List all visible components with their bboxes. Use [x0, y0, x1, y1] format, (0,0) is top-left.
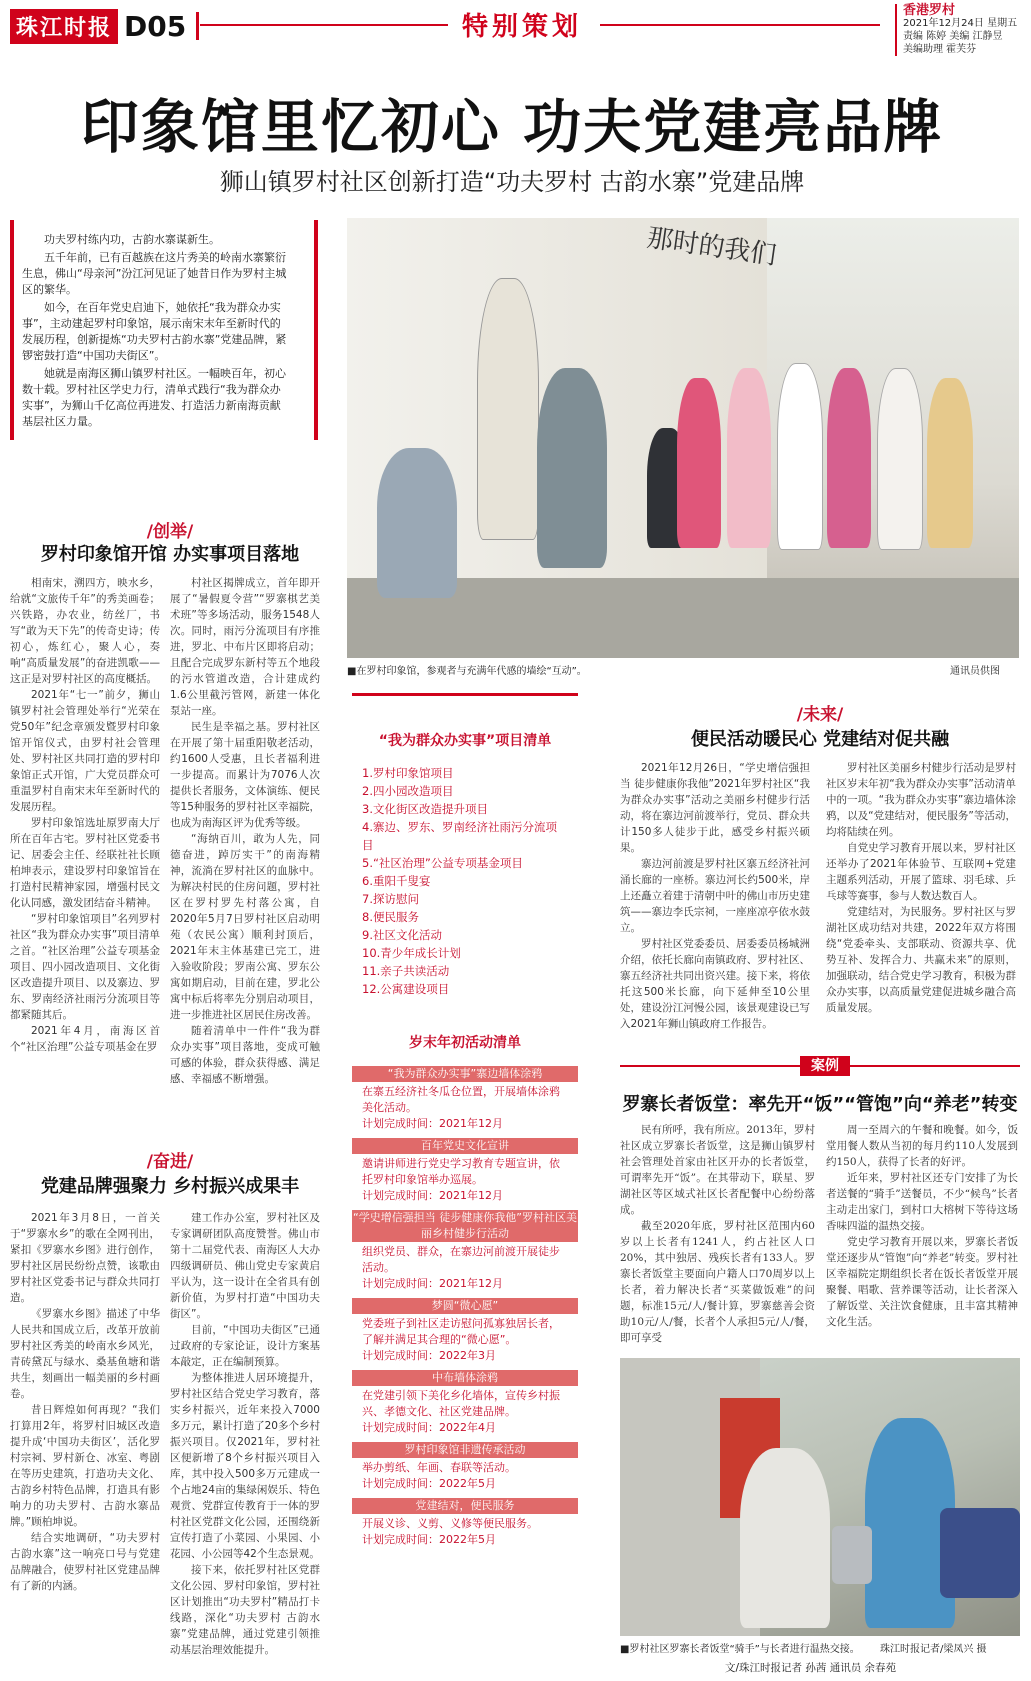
- activity-desc: 邀请讲师进行党史学习教育专题宣讲，依托罗村印象馆举办巡展。: [362, 1157, 560, 1186]
- mural-photo: [347, 218, 1019, 658]
- activity-desc: 在寨五经济社冬瓜仓位置，开展墙体涂鸦美化活动。: [362, 1085, 560, 1114]
- activity-item: [352, 1442, 578, 1498]
- section3-label: /未来/: [796, 705, 844, 725]
- visitor-figure: [727, 368, 771, 548]
- activity-due: 计划完成时间：2022年5月: [362, 1477, 496, 1490]
- activity-item: [352, 1298, 578, 1370]
- paragraph: 罗村社区美丽乡村健步行活动是罗村社区岁末年初“我为群众办实事”活动清单中的一项。“我为群众办实事”寨边墙体涂鸦，以及“党建结对，便民服务”等活动，均将陆续在列。: [826, 762, 1016, 838]
- activity-desc: 开展义诊、义剪、义修等便民服务。: [362, 1517, 538, 1530]
- column-name: 香港罗村: [903, 3, 956, 18]
- paragraph: 民生是幸福之基。罗村社区在开展了第十届重阳敬老活动，约1600人受惠，且长者福利进一步提高。而累计为7076人次提供长者服务，文体演练、便民等15种服务的罗村社区幸福院，也成为南海区评为优秀等级。: [170, 721, 320, 829]
- activity-due: 计划完成时间：2022年3月: [362, 1349, 496, 1362]
- paragraph: 2021年12月26日，“学史增信强担当 徒步健康你我他”2021年罗村社区“我为群众办实事”活动之美丽乡村健步行活动，将在寨边河前渡举行，党员、群众共计150多人徒步于此，感受乡村振兴硕果。: [620, 762, 810, 854]
- paragraph: 周一至周六的午餐和晚餐。如今，饭堂用餐人数从当初的每月约110人发展到约150人，获得了长者的好评。: [826, 1124, 1018, 1168]
- date-line: 2021年12月24日 星期五: [903, 18, 1018, 29]
- activity-due: 计划完成时间：2022年4月: [362, 1421, 496, 1434]
- activity-body: [352, 1458, 578, 1498]
- header-rule-right: [600, 24, 880, 26]
- subheadline: 狮山镇罗村社区创新打造“功夫罗村 古韵水寨”党建品牌: [219, 168, 805, 196]
- list-item: 11.亲子共读活动: [362, 964, 450, 978]
- activity-body: [352, 1514, 578, 1554]
- canteen-photo: [620, 1358, 1020, 1636]
- activity-item: [352, 1370, 578, 1442]
- activity-item: [352, 1210, 578, 1298]
- paper-logo: 珠江时报: [10, 9, 118, 44]
- section1-label: /创举/: [146, 522, 194, 542]
- paragraph: 结合实地调研，“功夫罗村 古韵水寨”这一响亮口号与党建品牌融合，使罗村社区党建品牌有了新的内涵。: [10, 1532, 160, 1592]
- activity-body: [352, 1082, 578, 1138]
- paragraph: 民有所呼，我有所应。2013年，罗村社区成立罗寨长者饭堂，这是狮山镇罗村社会管理处首家由社区开办的长者饭堂，可谓率先开“饭”。在其带动下，联星、罗湖社区等区域式社区长者配餐中心纷纷落成。: [620, 1124, 815, 1216]
- activity-due: 计划完成时间：2021年12月: [362, 1189, 503, 1202]
- activity-head: 罗村印象馆非遗传承活动: [352, 1442, 578, 1458]
- case-title: 罗寨长者饭堂：率先开“饭”“管饱”向“养老”转变: [622, 1094, 1018, 1115]
- activity-item: [352, 1498, 578, 1554]
- mural-figure: [537, 368, 607, 568]
- paragraph: 为整体推进人居环境提升，罗村社区结合党史学习教育，落实乡村振兴，近年来投入7000多万元，累计打造了20多个乡村振兴项目。仅2021年，罗村社区便新增了8个乡村振兴项目入库，其中投入500多万元建成一个占地24亩的集绿闲娱乐、特色观赏、党群宣传教育于一体的罗村社区党群文化公园，还围绕新宣传打造了小菜园、小果园、小花园、小公园等42个生态景观。: [170, 1372, 320, 1560]
- activity-body: [352, 1242, 578, 1298]
- activity-desc: 在党建引领下美化乡化墙体，宣传乡村振兴、孝德文化、社区党建品牌。: [362, 1389, 560, 1418]
- paragraph: 随着清单中一件件“我为群众办实事”项目落地，变成可触可感的体验，群众获得感、满足感、幸福感不断增强。: [170, 1025, 320, 1085]
- activity-due: 计划完成时间：2022年5月: [362, 1533, 496, 1546]
- case-col2: [826, 1122, 1018, 1350]
- list-item: 6.重阳千叟宴: [362, 874, 431, 888]
- project-list-title: “我为群众办实事”项目清单: [378, 733, 552, 749]
- paragraph: 寨边河前渡是罗村社区寨五经济社河涌长廊的一座桥。寨边河长约500米，岸上还矗立着建于清朝中叶的佛山市历史建筑——寨边李氏宗祠，一座座凉亭依水鼓立。: [620, 858, 810, 934]
- case-tag: 案例: [800, 1056, 850, 1076]
- list-item: 1.罗村印象馆项目: [362, 766, 454, 780]
- activity-body: [352, 1314, 578, 1370]
- tricycle: [940, 1508, 1020, 1598]
- activity-item: [352, 1138, 578, 1210]
- list-item: 12.公寓建设项目: [362, 982, 450, 996]
- visitor-figure: [777, 363, 823, 550]
- photo1-credit: 通讯员供图: [950, 666, 1000, 677]
- paragraph: 目前，“中国功夫街区”已通过政府的专家论证，设计方案基本敲定，正在编制预算。: [170, 1324, 320, 1368]
- list-item: 8.便民服务: [362, 910, 419, 924]
- paragraph: 党建结对，为民服务。罗村社区与罗湖社区成功结对共建，2022年双方将围绕“党委牵头、支部联动、资源共享、优势互补、发挥合力、共赢未来”的原则，加强联动，结合党史学习教育，积极为群众办实事，以高质量党建促进城乡融合高质量发展。: [826, 906, 1016, 1014]
- intro-text: [22, 232, 290, 432]
- paragraph: 罗村印象馆选址原罗南大厅所在百年古宅。罗村社区党委书记、居委会主任、经联社社长顾柏坤表示，建设罗村印象馆旨在打造村民精神家园，增强村民文化认同感，激发团结奋斗精神。: [10, 817, 160, 909]
- paragraph: 相南宋，溯四方，映水乡，给就“文旅传千年”的秀美画卷；兴铁路，办农业，纺丝厂，书写“敢为天下先”的传奇史诗；传初心，炼红心，聚人心，奏响“高质量发展”的奋进凯歌——这正是对罗村社区的高度概括。: [10, 577, 160, 685]
- paragraph: 自党史学习教育开展以来，罗村社区还举办了2021年体验节、互联网+党建主题系列活动，开展了篮球、羽毛球、乒乓球等赛事，参与人数达数百人。: [826, 842, 1016, 902]
- activity-head: “学史增信强担当 徒步健康你我他”罗村社区美丽乡村健步行活动: [353, 1211, 577, 1240]
- paragraph: “海纳百川，敢为人先，同德奋进，踔厉实干”的南海精神，流淌在罗村社区的血脉中。为解决村民的住房问题，罗村社区在罗村罗先村落公寓，自2020年5月7日罗村社区启动明苑（农民公寓）顺利封顶后，2021年末主体基建已完工，进入验收阶段；罗南公寓、罗东公寓如期启动，目前在建，罗北公寓中标后将率先分别启动项目，进一步推进社区居民住房改善。: [170, 833, 320, 1021]
- section3-title: 便民活动暖民心 党建结对促共融: [690, 729, 950, 750]
- list-item: 7.探访慰问: [362, 892, 419, 906]
- activity-body: [352, 1154, 578, 1210]
- photo2-caption: ■罗村社区罗寨长者饭堂“骑手”与长者进行温热交接。: [620, 1644, 860, 1655]
- section2-col1: [10, 1210, 160, 1675]
- photo2-credit: 珠江时报记者/梁凤兴 摄: [880, 1644, 987, 1655]
- paragraph: 罗村社区党委委员、居委委员杨城洲介绍，依托长廊向南镇政府、罗村社区、寨五经济社共同出资兴建。接下来，将依托这500米长廊，向下延伸至10公里处，建设汾江河慢公园，该景观建设已写入2021年狮山镇政府工作报告。: [620, 938, 810, 1030]
- header-rule-left: [200, 24, 448, 26]
- visitor-figure: [827, 368, 871, 548]
- byline: 文/珠江时报记者 孙茜 通讯员 余春苑: [725, 1662, 897, 1674]
- activity-head: 党建结对，便民服务: [352, 1498, 578, 1514]
- paragraph: 村社区揭牌成立，首年即开展了“暑假夏令营”“罗寨棋艺美术班”等多场活动，服务1548人次。同时，雨污分流项目有序推进，罗北、中布片区即将启动；且配合完成罗东新村等五个地段的污水管道改造，合计建成约1.6公里截污管网，新建一体化泵站一座。: [170, 577, 320, 717]
- paragraph: 2021年4月，南海区首个“社区治理”公益专项基金在罗: [10, 1025, 160, 1053]
- header-info: [895, 4, 1031, 56]
- visitor-figure: [927, 378, 973, 548]
- activity-head: 中布墙体涂鸦: [352, 1370, 578, 1386]
- editor-line: 责编 陈婷 美编 江静昱: [903, 31, 1003, 42]
- paragraph: 党史学习教育开展以来，罗寨长者饭堂还逐步从“管饱”向“养老”转变。罗村社区幸福院定期组织长者在饭长者饭堂开展聚餐、唱歌、营养课等活动，让长者深入了解饭堂、关注饮食健康，且丰富其精神文化生活。: [826, 1236, 1018, 1328]
- intro-paragraph: 五千年前，已有百越族在这片秀美的岭南水寨繁衍生息，佛山“母亲河”汾江河见证了她昔日作为罗村主城区的繁华。: [22, 251, 287, 296]
- list-item: 5.“社区治理”公益专项基金项目: [362, 856, 523, 870]
- page-number: D05: [124, 9, 187, 43]
- elder-figure: [740, 1448, 830, 1628]
- masthead-divider: [196, 12, 199, 40]
- case-col1: [620, 1122, 815, 1350]
- section2-label: /奋进/: [146, 1152, 194, 1172]
- visitor-figure: [877, 368, 923, 550]
- list-item: 9.社区文化活动: [362, 928, 442, 942]
- activity-desc: 举办剪纸、年画、春联等活动。: [362, 1461, 516, 1474]
- mural-title: 那时的我们: [645, 223, 779, 271]
- project-list: [352, 750, 578, 998]
- intro-paragraph: 功夫罗村练内功，古韵水寨谋新生。: [44, 233, 220, 246]
- activity-head: “我为群众办实事”寨边墙体涂鸦: [352, 1066, 578, 1082]
- paragraph: 2021年“七一”前夕，狮山镇罗村社会管理处举行“光荣在党50年”纪念章颁发暨罗村印象馆开馆仪式，由罗村社会管理处、罗村社区共同打造的罗村印象馆正式开馆，广大党员群众可重温罗村自南宋末年至新时代的发展历程。: [10, 689, 160, 813]
- activity-head: 梦圆“微心愿”: [352, 1298, 578, 1314]
- photo1-caption: ■在罗村印象馆，参观者与充满年代感的墙绘“互动”。: [347, 666, 587, 677]
- paragraph: 截至2020年底，罗村社区范围内60岁以上长者有1241人，约占社区人口20%，其中独居、残疾长者有133人。罗寨长者饭堂主要面向户籍人口70周岁以上长者，着力解决长者“买菜做饭难”的问题，标准15元/人/餐计算，罗寨慈善会资助10元/人/餐，长者个人承担5元/人/餐，即可享受: [620, 1220, 815, 1344]
- section1-title: 罗村印象馆开馆 办实事项目落地: [40, 544, 300, 565]
- paragraph: 近年来，罗村社区还专门安排了为长者送餐的“骑手”送餐员，不少“候鸟”长者主动走出家门，到村口大榕树下等待这场香味四溢的温热交接。: [826, 1172, 1018, 1232]
- activity-item: [352, 1066, 578, 1138]
- paragraph: 《罗寨水乡图》描述了中华人民共和国成立后，改革开放前罗村社区秀美的岭南水乡风光，青砖黛瓦与绿水、桑基鱼塘和谐共生，刻画出一幅美丽的乡村画卷。: [10, 1308, 160, 1400]
- activity-due: 计划完成时间：2021年12月: [362, 1277, 503, 1290]
- section3-col2: [826, 760, 1016, 1020]
- paragraph: 昔日辉煌如何再现？“我们打算用2年，将罗村旧城区改造提升成‘中国功夫街区’，活化罗村宗祠、罗村新仓、冰室、粤剧在等历史建筑，打造功夫文化、古韵乡村特色品牌，打造具有影响力的功夫罗村、古韵水寨品牌。”顾柏坤说。: [10, 1404, 160, 1528]
- paragraph: “罗村印象馆项目”名列罗村社区“我为群众办实事”项目清单之首。“社区治理”公益专项基金项目、四小园改造项目、文化街区改造提升项目、以及寨边、罗东、罗南经济社雨污分流项目等都紧随其后。: [10, 913, 160, 1021]
- paragraph: 接下来，依托罗村社区党群文化公园、罗村印象馆，罗村社区计划推出“功夫罗村”精品打卡线路，深化“功夫罗村 古韵水寨”党建品牌，通过党建引领推动基层治理效能提升。: [170, 1564, 320, 1656]
- intro-paragraph: 她就是南海区狮山镇罗村社区。一幅映百年，初心数十载。罗村社区学史力行，清单式践行“我为群众办实事”，为狮山千亿高位再进发、打造活力新南海贡献基层社区力量。: [22, 367, 286, 428]
- project-list-sidebar: [352, 693, 578, 1676]
- activity-due: 计划完成时间：2021年12月: [362, 1117, 503, 1130]
- section-title: 特别策划: [462, 12, 583, 42]
- section2-title: 党建品牌强聚力 乡村振兴成果丰: [40, 1176, 300, 1197]
- food-container: [832, 1526, 872, 1584]
- activity-desc: 组织党员、群众，在寨边河前渡开展徒步活动。: [362, 1245, 560, 1274]
- section3-col1: [620, 760, 810, 1030]
- section2-col2: [170, 1210, 320, 1675]
- activity-body: [352, 1386, 578, 1442]
- paragraph: 2021年3月8日，一首关于“罗寨水乡”的歌在全网刊出，紧扣《罗寨水乡图》进行创作，罗村社区居民纷纷点赞，该歌由罗村社区党委书记与群众共同打造。: [10, 1212, 160, 1304]
- assistant-line: 美编助理 霍芙芬: [903, 44, 977, 55]
- section1-col1: [10, 575, 160, 1095]
- list-item: 2.四小园改造项目: [362, 784, 454, 798]
- intro-paragraph: 如今，在百年党史启迪下，她依托“我为群众办实事”，主动建起罗村印象馆，展示南宋末年至新时代的发展历程，创新提炼“功夫罗村古韵水寨”党建品牌，紧锣密鼓打造“中国功夫街区”。: [22, 301, 287, 362]
- activity-desc: 党委班子到社区走访慰问孤寡独居长者，了解并满足其合理的“微心愿”。: [362, 1317, 560, 1346]
- list-item: 10.青少年成长计划: [362, 946, 461, 960]
- headline: 印象馆里忆初心 功夫党建亮品牌: [80, 93, 944, 161]
- mural-figure: [377, 448, 457, 598]
- activity-list-title: 岁末年初活动清单: [409, 1035, 521, 1051]
- mural-figure: [477, 278, 539, 540]
- list-item: 4.寨边、罗东、罗南经济社雨污分流项目: [362, 820, 557, 852]
- visitor-figure: [677, 378, 721, 548]
- section1-col2: [170, 575, 320, 1095]
- masthead: [10, 8, 199, 44]
- paragraph: 建工作办公室，罗村社区及专家调研团队高度赞誉。佛山市第十二届党代表、南海区人大办四级调研员、佛山党史专家黄启平认为，这一设计在全省具有创新价值，为罗村打造“中国功夫街区”。: [170, 1212, 320, 1320]
- activity-head: 百年党史文化宣讲: [352, 1138, 578, 1154]
- list-item: 3.文化街区改造提升项目: [362, 802, 488, 816]
